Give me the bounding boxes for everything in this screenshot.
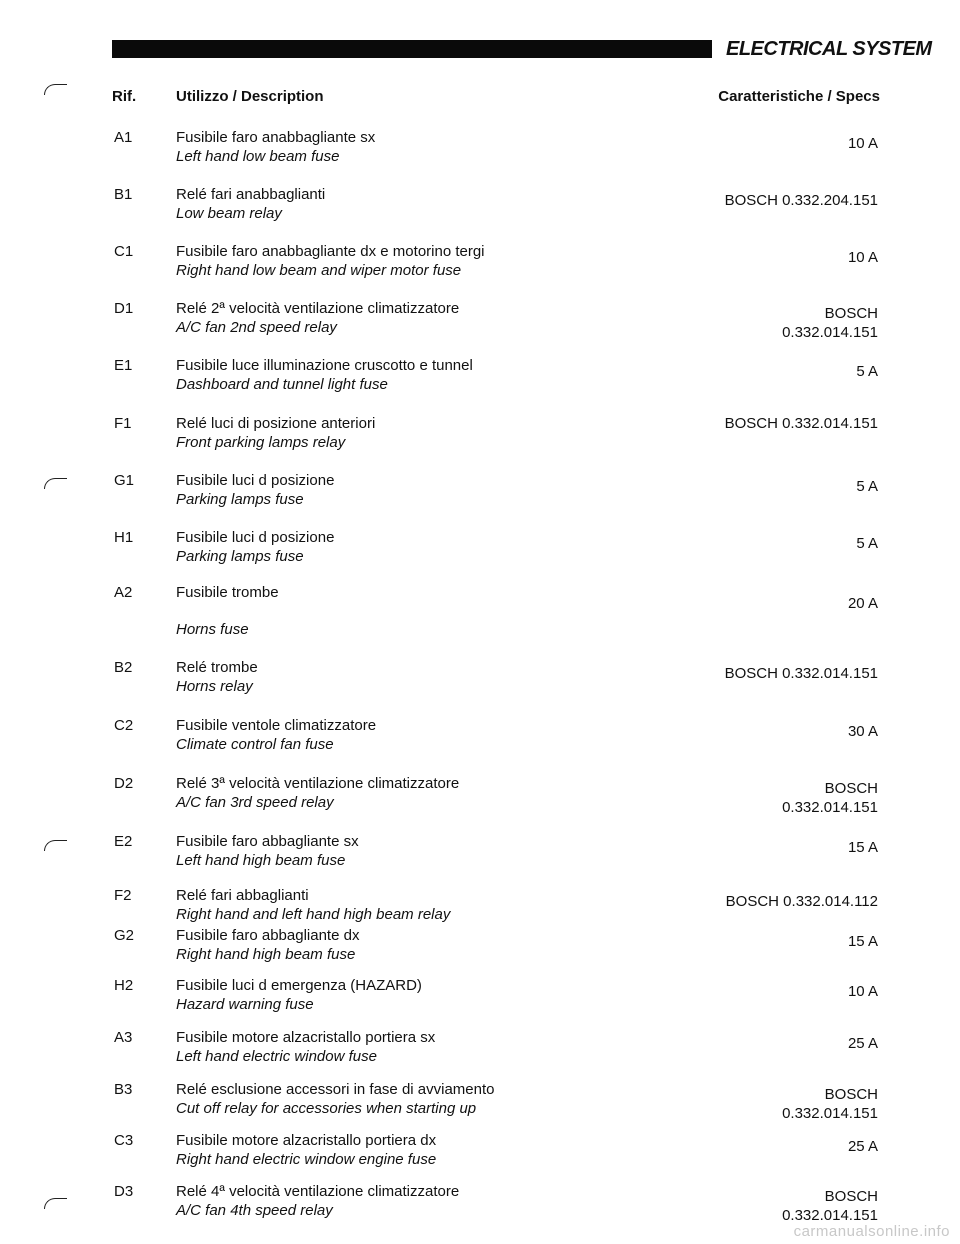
- row-description-en: A/C fan 2nd speed relay: [176, 319, 337, 336]
- watermark: carmanualsonline.info: [793, 1223, 950, 1240]
- row-ref: H2: [114, 977, 134, 994]
- row-spec: 5 A: [856, 363, 878, 380]
- row-ref: C2: [114, 717, 134, 734]
- row-spec: BOSCH: [824, 1086, 878, 1103]
- row-description-en: Parking lamps fuse: [176, 548, 304, 565]
- row-spec: 20 A: [847, 595, 878, 612]
- row-description-it: Fusibile faro anabbagliante dx e motorino tergi: [176, 243, 485, 260]
- row-description-en: Cut off relay for accessories when starting up: [176, 1100, 477, 1117]
- row-description-it: Fusibile luci d emergenza (HAZARD): [176, 977, 422, 994]
- row-ref: B3: [114, 1081, 133, 1098]
- row-spec: BOSCH 0.332.014.151: [724, 415, 878, 432]
- row-description-it: Relé fari abbaglianti: [176, 887, 309, 904]
- row-ref: A2: [114, 584, 133, 601]
- row-ref: D1: [114, 300, 134, 317]
- row-description-it: Fusibile faro abbagliante sx: [176, 833, 359, 850]
- binder-hole-mark: [44, 1198, 67, 1209]
- row-spec: 10 A: [847, 983, 878, 1000]
- row-description-it: Relé trombe: [176, 659, 258, 676]
- row-description-it: Fusibile motore alzacristallo portiera dx: [176, 1132, 437, 1149]
- row-ref: B1: [114, 186, 133, 203]
- row-spec: BOSCH 0.332.204.151: [724, 192, 878, 209]
- row-description-it: Relé 3ª velocità ventilazione climatizzatore: [176, 775, 460, 792]
- row-spec: 15 A: [847, 839, 878, 856]
- row-spec: BOSCH: [824, 1188, 878, 1205]
- row-description-en: Horns relay: [176, 678, 253, 695]
- binder-hole-mark: [44, 478, 67, 489]
- row-spec: 15 A: [847, 933, 878, 950]
- row-spec: 25 A: [847, 1138, 878, 1155]
- column-header-description: Utilizzo / Description: [176, 88, 324, 105]
- row-ref: D3: [114, 1183, 134, 1200]
- row-description-en: Front parking lamps relay: [176, 434, 346, 451]
- row-description-it: Fusibile trombe: [176, 584, 279, 601]
- row-description-en: Dashboard and tunnel light fuse: [176, 376, 388, 393]
- row-description-en: Climate control fan fuse: [176, 736, 334, 753]
- row-description-en: Left hand low beam fuse: [176, 148, 340, 165]
- row-spec: 0.332.014.151: [782, 1207, 878, 1224]
- row-description-it: Relé esclusione accessori in fase di avviamento: [176, 1081, 495, 1098]
- row-spec: 0.332.014.151: [782, 324, 878, 341]
- row-description-it: Relé 4ª velocità ventilazione climatizzatore: [176, 1183, 460, 1200]
- binder-hole-mark: [44, 84, 67, 95]
- row-description-en: Right hand electric window engine fuse: [176, 1151, 437, 1168]
- row-spec: 5 A: [856, 535, 878, 552]
- row-description-it: Fusibile luce illuminazione cruscotto e tunnel: [176, 357, 473, 374]
- row-ref: F1: [114, 415, 132, 432]
- row-ref: H1: [114, 529, 134, 546]
- row-description-it: Relé 2ª velocità ventilazione climatizzatore: [176, 300, 460, 317]
- row-ref: D2: [114, 775, 134, 792]
- row-description-en: Hazard warning fuse: [176, 996, 314, 1013]
- row-ref: C3: [114, 1132, 134, 1149]
- row-description-en: Horns fuse: [176, 621, 249, 638]
- row-description-en: A/C fan 4th speed relay: [176, 1202, 333, 1219]
- row-description-it: Fusibile ventole climatizzatore: [176, 717, 377, 734]
- row-ref: B2: [114, 659, 133, 676]
- row-spec: BOSCH: [824, 305, 878, 322]
- row-description-it: Relé fari anabbaglianti: [176, 186, 326, 203]
- row-ref: E2: [114, 833, 133, 850]
- row-spec: 30 A: [847, 723, 878, 740]
- row-spec: BOSCH 0.332.014.112: [725, 893, 878, 910]
- row-ref: F2: [114, 887, 132, 904]
- row-description-it: Fusibile motore alzacristallo portiera sx: [176, 1029, 436, 1046]
- row-description-en: Low beam relay: [176, 205, 282, 222]
- section-title: ELECTRICAL SYSTEM: [726, 38, 932, 60]
- row-spec: 0.332.014.151: [782, 1105, 878, 1122]
- row-description-en: Left hand electric window fuse: [176, 1048, 377, 1065]
- row-description-it: Relé luci di posizione anteriori: [176, 415, 376, 432]
- row-description-en: Right hand high beam fuse: [176, 946, 356, 963]
- row-description-it: Fusibile luci d posizione: [176, 529, 335, 546]
- row-description-en: Parking lamps fuse: [176, 491, 304, 508]
- row-description-it: Fusibile luci d posizione: [176, 472, 335, 489]
- row-spec: BOSCH: [824, 780, 878, 797]
- row-ref: A3: [114, 1029, 133, 1046]
- row-description-en: Right hand low beam and wiper motor fuse: [176, 262, 462, 279]
- row-spec: 10 A: [847, 249, 878, 266]
- row-description-en: A/C fan 3rd speed relay: [176, 794, 334, 811]
- row-ref: C1: [114, 243, 134, 260]
- row-description-it: Fusibile faro abbagliante dx: [176, 927, 360, 944]
- column-header-specs: Caratteristiche / Specs: [718, 88, 880, 105]
- row-spec: 0.332.014.151: [782, 799, 878, 816]
- row-description-en: Right hand and left hand high beam relay: [176, 906, 451, 923]
- row-ref: A1: [114, 129, 133, 146]
- row-spec: BOSCH 0.332.014.151: [724, 665, 878, 682]
- row-description-en: Left hand high beam fuse: [176, 852, 346, 869]
- row-spec: 25 A: [847, 1035, 878, 1052]
- row-ref: G1: [114, 472, 135, 489]
- row-ref: E1: [114, 357, 133, 374]
- binder-hole-mark: [44, 840, 67, 851]
- row-spec: 10 A: [847, 135, 878, 152]
- column-header-ref: Rif.: [112, 88, 137, 105]
- row-description-it: Fusibile faro anabbagliante sx: [176, 129, 376, 146]
- row-ref: G2: [114, 927, 135, 944]
- row-spec: 5 A: [856, 478, 878, 495]
- header-bar: [112, 40, 712, 58]
